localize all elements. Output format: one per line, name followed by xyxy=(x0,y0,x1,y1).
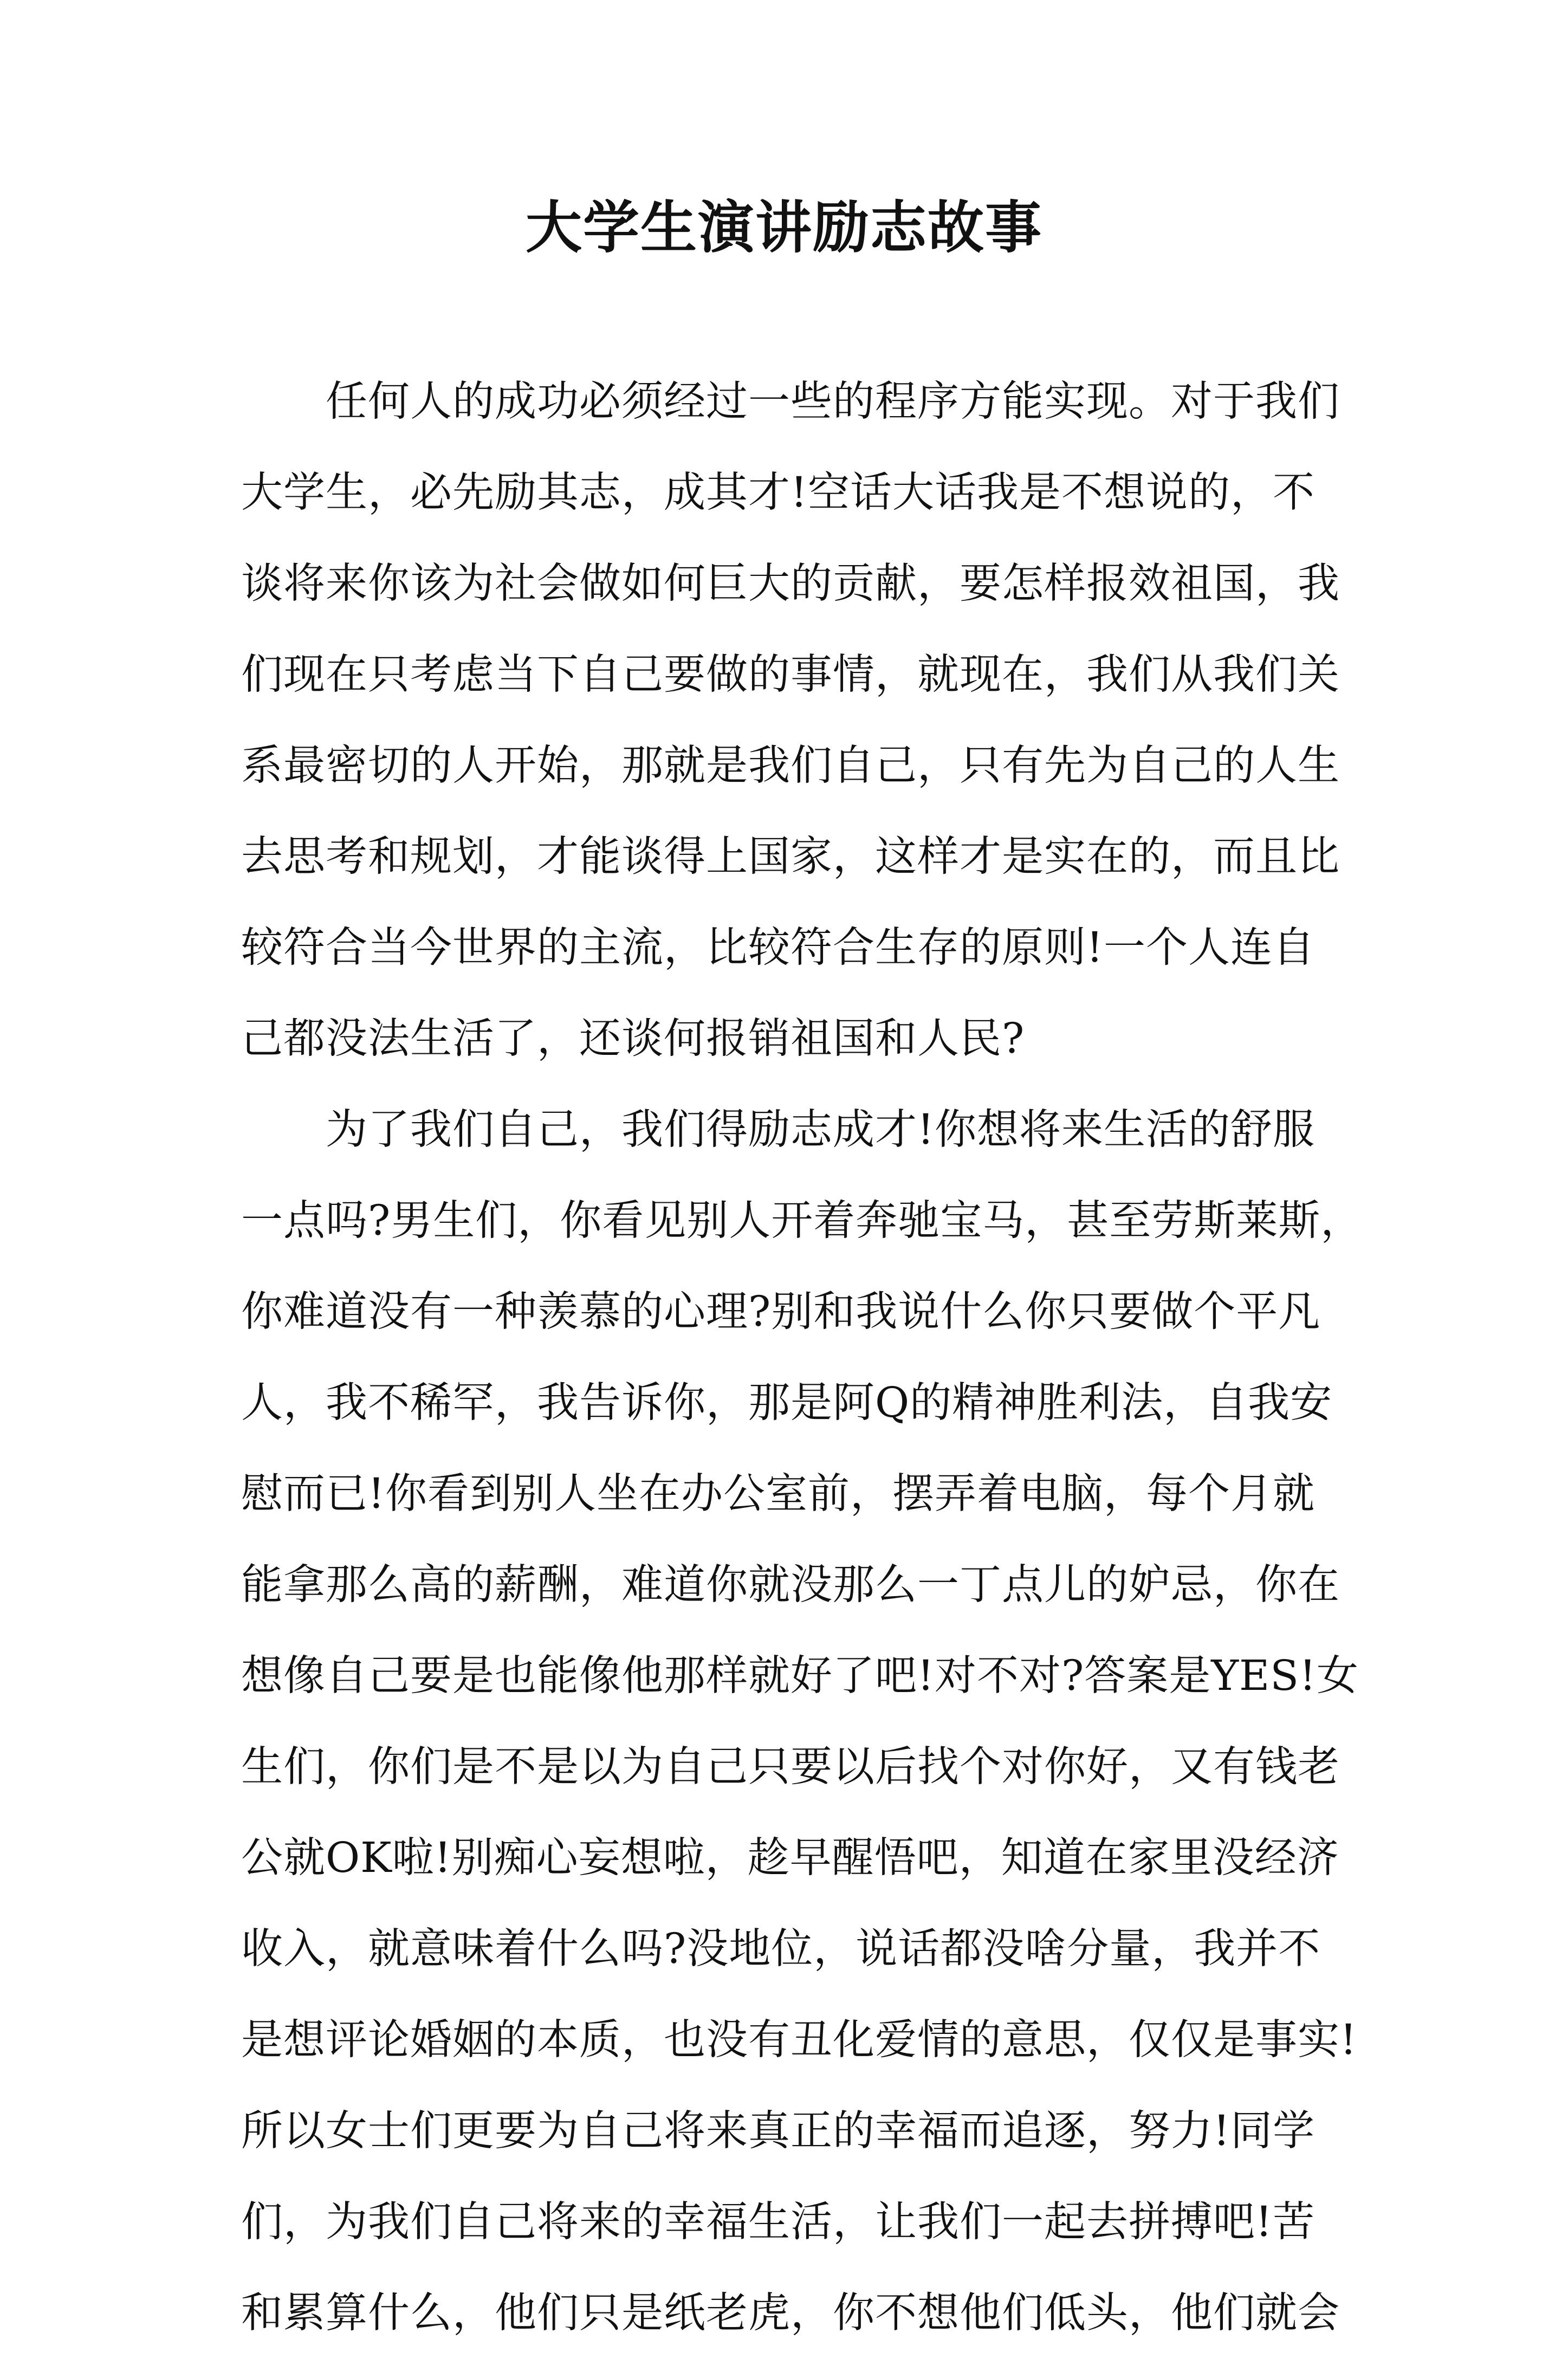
text-line: 人，我不稀罕，我告诉你，那是阿Q的精神胜利法，自我安 xyxy=(241,1379,1333,1427)
document-body xyxy=(241,357,1363,2359)
text-line: 公就OK啦!别痴心妄想啦，趁早醒悟吧，知道在家里没经济 xyxy=(241,1834,1339,1882)
text-line: 系最密切的人开始，那就是我们自己，只有先为自己的人生 xyxy=(241,742,1340,790)
text-line: 能拿那么高的薪酬，难道你就没那么一丁点儿的妒忌，你在 xyxy=(241,1561,1340,1609)
text-line: 们现在只考虑当下自己要做的事情，就现在，我们从我们关 xyxy=(241,651,1340,699)
text-line: 所以女士们更要为自己将来真正的幸福而追逐，努力!同学 xyxy=(241,2107,1315,2155)
document-title: 大学生演讲励志故事 xyxy=(525,194,1042,261)
text-line: 一点吗?男生们，你看见别人开着奔驰宝马，甚至劳斯莱斯， xyxy=(241,1197,1363,1245)
text-line: 任何人的成功必须经过一些的程序方能实现。对于我们 xyxy=(241,378,1340,426)
text-line: 生们，你们是不是以为自己只要以后找个对你好，又有钱老 xyxy=(241,1743,1340,1791)
text-line: 是想评论婚姻的本质，也没有丑化爱情的意思，仅仅是事实! xyxy=(241,2016,1357,2064)
text-line: 慰而已!你看到别人坐在办公室前，摆弄着电脑，每个月就 xyxy=(241,1470,1315,1518)
text-line: 较符合当今世界的主流，比较符合生存的原则!一个人连自 xyxy=(241,924,1315,972)
text-line: 为了我们自己，我们得励志成才!你想将来生活的舒服 xyxy=(241,1106,1315,1154)
text-line: 大学生，必先励其志，成其才!空话大话我是不想说的，不 xyxy=(241,469,1315,517)
text-line: 们，为我们自己将来的幸福生活，让我们一起去拼搏吧!苦 xyxy=(241,2198,1315,2246)
text-line: 你难道没有一种羡慕的心理?别和我说什么你只要做个平凡 xyxy=(241,1288,1321,1336)
text-line: 收入，就意味着什么吗?没地位，说话都没啥分量，我并不 xyxy=(241,1925,1321,1973)
text-line: 谈将来你该为社会做如何巨大的贡献，要怎样报效祖国，我 xyxy=(241,560,1340,608)
text-line: 去思考和规划，才能谈得上国家，这样才是实在的，而且比 xyxy=(241,833,1340,881)
text-line: 和累算什么，他们只是纸老虎，你不想他们低头，他们就会 xyxy=(241,2289,1340,2337)
text-line: 想像自己要是也能像他那样就好了吧!对不对?答案是YES!女 xyxy=(241,1652,1359,1700)
text-line: 己都没法生活了，还谈何报销祖国和人民? xyxy=(241,1015,1025,1063)
